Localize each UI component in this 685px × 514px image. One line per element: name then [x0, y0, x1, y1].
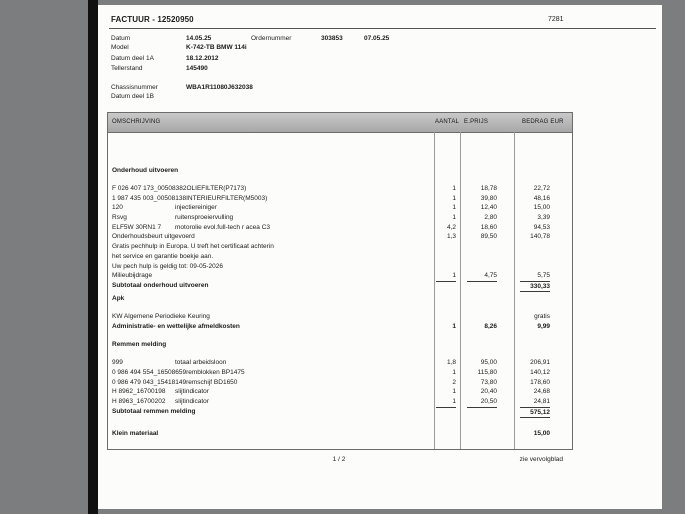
meta-label: Datum deel 1B [111, 93, 154, 100]
cell-price: 18,60 [480, 223, 497, 231]
table-row [108, 420, 572, 429]
row-description: remblokken BP1475 [186, 368, 245, 376]
row-label: Klein materiaal [112, 429, 159, 437]
cell-price: 2,80 [484, 214, 497, 222]
cell-amount: 22,72 [533, 185, 550, 192]
column-header-amount: BEDRAG EUR [522, 119, 564, 125]
cell-qty: 1,8 [446, 359, 456, 367]
page-indicator: 1 / 2 [332, 456, 346, 463]
table-row [108, 340, 572, 358]
meta-label2: Ordernummer [251, 35, 292, 42]
row-description: slijtindicator [175, 398, 209, 405]
row-label: 0 986 479 043_15418149 [112, 378, 187, 386]
cell-price: 39,80 [480, 194, 497, 202]
cell-qty: 1 [452, 398, 456, 405]
cell-amount: 206,91 [530, 359, 550, 367]
row-label: Rsvg [112, 214, 127, 222]
cell-amount: 48,16 [533, 194, 550, 202]
table-row [108, 368, 572, 378]
meta-row [98, 93, 662, 102]
table-row [108, 407, 572, 420]
row-description: slijtindicator [175, 388, 209, 396]
cell-price: 73,80 [480, 378, 497, 386]
cell-price: 8,26 [484, 322, 497, 330]
meta-row [98, 55, 662, 64]
cell-qty: 1 [452, 185, 456, 192]
table-row [108, 294, 572, 312]
row-label: Apk [112, 294, 125, 302]
meta-value2: 303853 [321, 35, 343, 42]
row-label: Remmen melding [112, 341, 167, 349]
cell-amount: 330,33 [520, 281, 550, 292]
invoice-page [98, 5, 662, 509]
row-description: remschijf BD1650 [186, 378, 238, 386]
row-label: 120 [112, 204, 123, 212]
row-label: Gratis pechhulp in Europa. U treft het certificaat achterin [112, 243, 274, 251]
table-header [108, 113, 572, 133]
row-description: ruitensproeiervulling [175, 214, 234, 222]
table-row [108, 271, 572, 281]
table-row [108, 213, 572, 223]
cell-amount: 5,75 [537, 272, 550, 280]
cell-price: 89,50 [480, 233, 497, 241]
row-label: ELF5W 30RN1 7 [112, 223, 162, 231]
meta-value: 14.05.25 [186, 35, 212, 42]
table-row [108, 223, 572, 233]
meta-label: Datum [111, 35, 131, 42]
table-body [108, 133, 572, 449]
table-row [108, 322, 572, 332]
cell-amount: 15,00 [533, 204, 550, 212]
cell-price: 18,78 [480, 185, 497, 192]
scan-edge-strip [88, 0, 98, 514]
row-label: Onderhoudsbeurt uitgevoerd [112, 233, 195, 241]
row-label: H 8962_16700198 [112, 388, 166, 396]
cell-qty [436, 407, 456, 417]
cell-price: 95,00 [480, 359, 497, 367]
cell-price: 12,40 [480, 204, 497, 212]
cell-amount: 24,81 [533, 398, 550, 405]
column-header-qty: AANTAL [435, 119, 460, 125]
row-label: Administratie- en wettelijke afmeldkosten [112, 322, 240, 330]
cell-qty: 4,2 [446, 223, 456, 231]
meta-label: Tellerstand [111, 65, 143, 72]
row-description: totaal arbeidsloon [175, 359, 227, 367]
cell-qty: 1 [452, 368, 456, 376]
meta-value: 18.12.2012 [186, 55, 219, 62]
doc-code: 7281 [548, 16, 564, 23]
table-row [108, 242, 572, 252]
continuation-note: zie vervolgblad [519, 456, 563, 463]
cell-qty: 1 [452, 214, 456, 222]
cell-qty: 1 [452, 194, 456, 202]
table-row [108, 232, 572, 242]
cell-qty: 1 [452, 322, 456, 330]
table-row [108, 184, 572, 194]
page-footer [107, 456, 571, 466]
cell-qty: 1 [452, 272, 456, 280]
table-row [108, 166, 572, 184]
meta-value3: 07.05.25 [364, 35, 390, 42]
table-row [108, 203, 572, 213]
table-row [108, 312, 572, 322]
cell-amount: 3,39 [537, 214, 550, 222]
table-row [108, 397, 572, 407]
table-row [108, 281, 572, 294]
cell-amount: 140,12 [530, 368, 550, 376]
row-label: Onderhoud uitvoeren [112, 167, 179, 174]
meta-row [98, 35, 662, 44]
column-header-unit-price: E.PRIJS [464, 119, 489, 125]
row-description: motorolie evol.full-tech r acea C3 [175, 223, 271, 231]
cell-price: 115,80 [477, 368, 497, 376]
meta-value: 145490 [186, 65, 208, 72]
cell-qty [436, 281, 456, 291]
row-label: Uw pech hulp is geldig tot: 09-05-2026 [112, 262, 223, 270]
table-row [108, 331, 572, 340]
meta-value: K-742-TB BMW 114i [186, 44, 247, 51]
row-label: KW Algemene Periodieke Keuring [112, 312, 210, 320]
table-row [108, 194, 572, 204]
cell-price: 20,50 [480, 398, 497, 405]
table-row [108, 378, 572, 388]
meta-label: Model [111, 44, 129, 51]
row-label: H 8963_16700202 [112, 398, 166, 405]
cell-amount: 575,12 [520, 407, 550, 418]
table-row [108, 252, 572, 262]
row-label: Milieubijdrage [112, 272, 153, 280]
cell-amount: 24,68 [533, 388, 550, 396]
cell-price: 20,40 [480, 388, 497, 396]
row-description: injectiereiniger [175, 204, 217, 212]
meta-label: Datum deel 1A [111, 55, 154, 62]
cell-amount: 140,78 [530, 233, 550, 241]
cell-qty: 1,3 [446, 233, 456, 241]
table-row [108, 358, 572, 368]
table-row [108, 262, 572, 272]
cell-amount: 94,53 [533, 223, 550, 231]
invoice-meta [98, 33, 662, 113]
table-row [108, 429, 572, 439]
meta-value: WBA1R11080J632038 [186, 84, 253, 91]
cell-qty: 1 [452, 388, 456, 396]
cell-qty: 2 [452, 378, 456, 386]
row-label: 999 [112, 359, 123, 367]
row-label: F 026 407 173_00508382 [112, 185, 187, 192]
meta-label: Chassisnummer [111, 84, 158, 91]
cell-price: 4,75 [484, 272, 497, 280]
row-description: OLIEFILTER(P7173) [186, 185, 247, 192]
row-label: 0 986 494 554_16508659 [112, 368, 187, 376]
row-description: INTERIEURFILTER(M5003) [186, 194, 268, 202]
title-divider [109, 28, 656, 29]
row-label: Subtotaal onderhoud uitvoeren [112, 281, 209, 289]
invoice-title: FACTUUR - 12520950 [111, 15, 194, 24]
meta-row [98, 84, 662, 93]
row-label: het service en garantie boekje aan. [112, 252, 214, 260]
meta-row [98, 65, 662, 74]
cell-price [467, 281, 497, 291]
meta-row [98, 44, 662, 53]
table-row [108, 387, 572, 397]
row-label: Subtotaal remmen melding [112, 407, 196, 415]
column-header-description: OMSCHRIJVING [112, 119, 161, 125]
cell-amount: 9,99 [537, 322, 550, 330]
invoice-table [107, 112, 573, 450]
cell-amount: 15,00 [533, 429, 550, 437]
cell-amount: gratis [534, 312, 550, 320]
cell-qty: 1 [452, 204, 456, 212]
row-label: 1 987 435 003_00508138 [112, 194, 187, 202]
cell-price [467, 407, 497, 417]
cell-amount: 178,60 [530, 378, 550, 386]
